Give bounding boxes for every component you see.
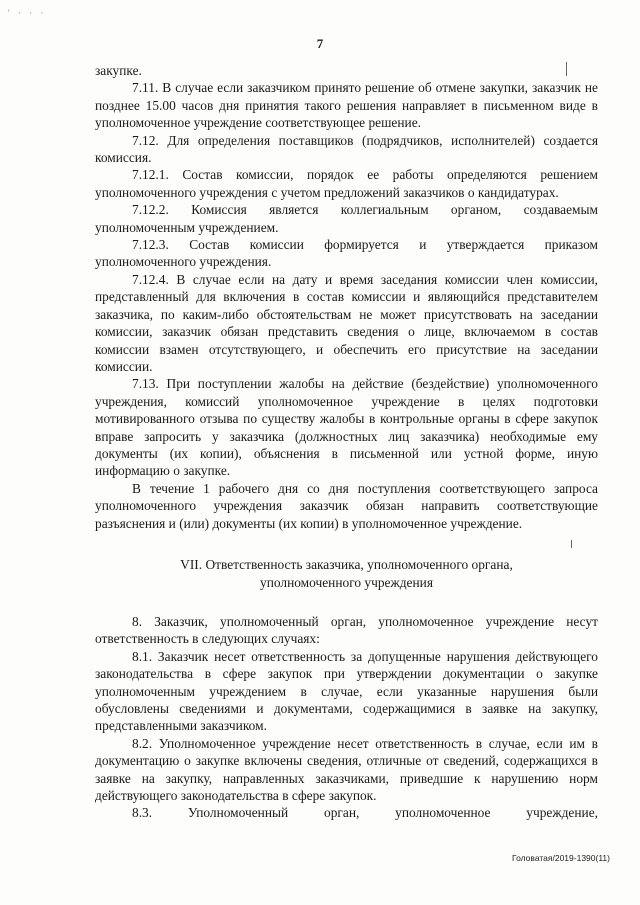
paragraph: 8.3. Уполномоченный орган, уполномоченное учреждение,	[132, 805, 598, 821]
page-number: 7	[316, 36, 324, 51]
footer-document-code: Головатая/2019-1390(11)	[512, 853, 610, 863]
paragraph: 7.12.3. Состав комиссии формируется и утверждается приказом уполномоченного учреждения.	[95, 237, 598, 270]
document-body	[95, 62, 598, 822]
paragraph: 7.11. В случае если заказчиком принято решение об отмене закупки, заказчик не позднее 15.00 часов дня принятия такого решения направляет в письменном виде в уполномоченное учреждение соответствующее решение.	[95, 80, 598, 131]
paragraph: закупке.	[95, 63, 142, 78]
paragraph: 8.1. Заказчик несет ответственность за допущенные нарушения действующего законодательства в сфере закупок при утверждении документации о закупке уполномоченным учреждением в случае, если указанные нарушения были обусловлены сведениями и документами, содержащимися в заявке на закупку, представленными заказчиком.	[95, 648, 598, 734]
section-heading-line: уполномоченного учреждения	[260, 574, 433, 590]
paragraph: 7.12.2. Комиссия является коллегиальным органом, создаваемым уполномоченным учреждением.	[95, 202, 598, 235]
paragraph: 7.12. Для определения поставщиков (подрядчиков, исполнителей) создается комиссия.	[95, 132, 598, 166]
paragraph: 7.12.1. Состав комиссии, порядок ее работы определяются решением уполномоченного учреждения с учетом предложений заказчиков о кандидатурах.	[95, 167, 598, 200]
section-heading-line: VII. Ответственность заказчика, уполномоченного органа,	[180, 556, 513, 572]
paragraph: 7.12.4. В случае если на дату и время заседания комиссии член комиссии, представленный для включения в состав комиссии и являющийся представителем заказчика, по каким-либо обстоятельствам не может присутствовать на заседании комиссии, заказчик обязан представить сведения о лице, включаемом в состав комиссии взамен отсутствующего, и обеспечить его присутствие на заседании комиссии.	[95, 271, 598, 374]
section-heading	[95, 556, 598, 592]
paragraph: В течение 1 рабочего дня со дня поступления соответствующего запроса уполномоченного учреждения заказчик обязан направить соответствующие разъяснения и (или) документы (их копии) в уполномоченное учреждение.	[95, 480, 598, 531]
paragraph: 7.13. При поступлении жалобы на действие (бездействие) уполномоченного учреждения, комиссий уполномоченное учреждение в целях подготовки мотивированного отзыва по существу жалобы в контрольные органы в сфере закупок вправе запросить у заказчика (должностных лиц заказчика) необходимые ему документы (их копии), объяснения в письменной или устной форме, иную информацию о закупке.	[95, 376, 598, 479]
paragraph: 8.2. Уполномоченное учреждение несет ответственность в случае, если им в документацию о закупке включены сведения, отличные от сведений, содержащихся в заявке на закупку, направленных заказчиками, приведшие к нарушению норм действующего законодательства в сфере закупок.	[95, 735, 598, 804]
corner-marks: ' · · ·	[8, 8, 47, 18]
paragraph: 8. Заказчик, уполномоченный орган, уполномоченное учреждение несут ответственность в следующих случаях:	[95, 613, 598, 647]
